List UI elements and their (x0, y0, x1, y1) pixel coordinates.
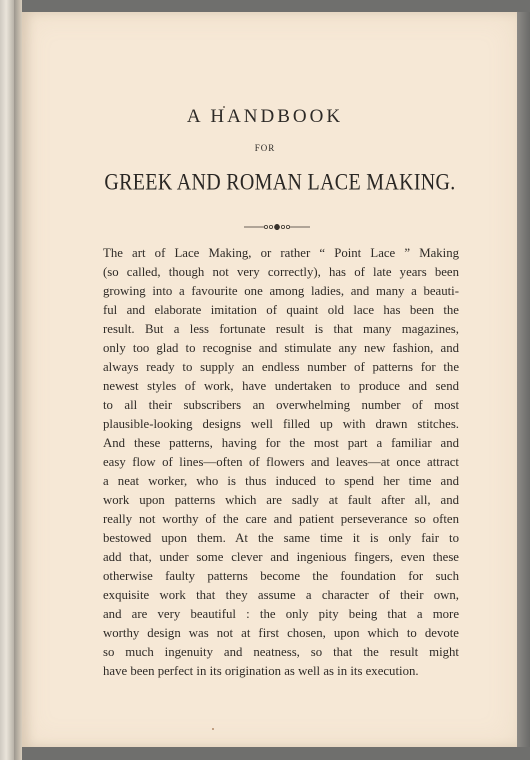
body-text-line: work upon patterns which are sadly at fault after all, and (103, 493, 459, 507)
body-text-line: easy flow of lines—often of flowers and leaves—at once attract (103, 455, 459, 469)
body-text-line: only too glad to recognise and stimulate any new fashion, and (103, 341, 459, 355)
body-text-line: plausible-looking designs well filled up with drawn stitches. (103, 417, 459, 431)
body-text-line: And these patterns, having for the most part a familiar and (103, 436, 459, 450)
body-text-line: always ready to supply an endless number of patterns for the (103, 360, 459, 374)
book-title: A HANDBOOK (186, 106, 344, 127)
body-text-line: add that, under some clever and ingenious fingers, even these (103, 550, 459, 564)
body-text-line: really not worthy of the care and patient perseverance so often (103, 512, 459, 526)
body-paragraph (103, 244, 459, 681)
title-connector: FOR (254, 143, 276, 153)
body-text-line: The art of Lace Making, or rather “ Point Lace ” Making (103, 246, 459, 260)
body-text-line: (so called, though not very correctly), has of late years been (103, 265, 459, 279)
body-text-line: so much ingenuity and neatness, so that the result might (103, 645, 459, 659)
body-text-line: result. But a less fortunate result is that many magazines, (103, 322, 459, 336)
body-text-line: newest styles of work, have undertaken to produce and send (103, 379, 459, 393)
body-text-line: a neat worker, who is thus induced to spend her time and (103, 474, 459, 488)
body-text-line: to all their subscribers an overwhelming number of most (103, 398, 459, 412)
body-text-line: bestowed upon them. At the same time it is only fair to (103, 531, 459, 545)
body-text-line: ful and elaborate imitation of quaint old lace has been the (103, 303, 459, 317)
body-text-line: exquisite work that they assume a character of their own, (103, 588, 459, 602)
body-text-line: growing into a favourite one among ladies, and many a beauti- (103, 284, 459, 298)
body-text-line: and are very beautiful : the only pity being that a more (103, 607, 459, 621)
book-subtitle: GREEK AND ROMAN LACE MAKING. (104, 170, 456, 196)
paper-speck (212, 728, 214, 730)
body-text-line: otherwise faulty patterns become the foundation for such (103, 569, 459, 583)
scroll-flourish-icon (244, 221, 310, 233)
body-text-line: have been perfect in its origination as well as in its execution. (103, 664, 419, 678)
body-text-line: worthy design was not at first chosen, upon which to devote (103, 626, 459, 640)
